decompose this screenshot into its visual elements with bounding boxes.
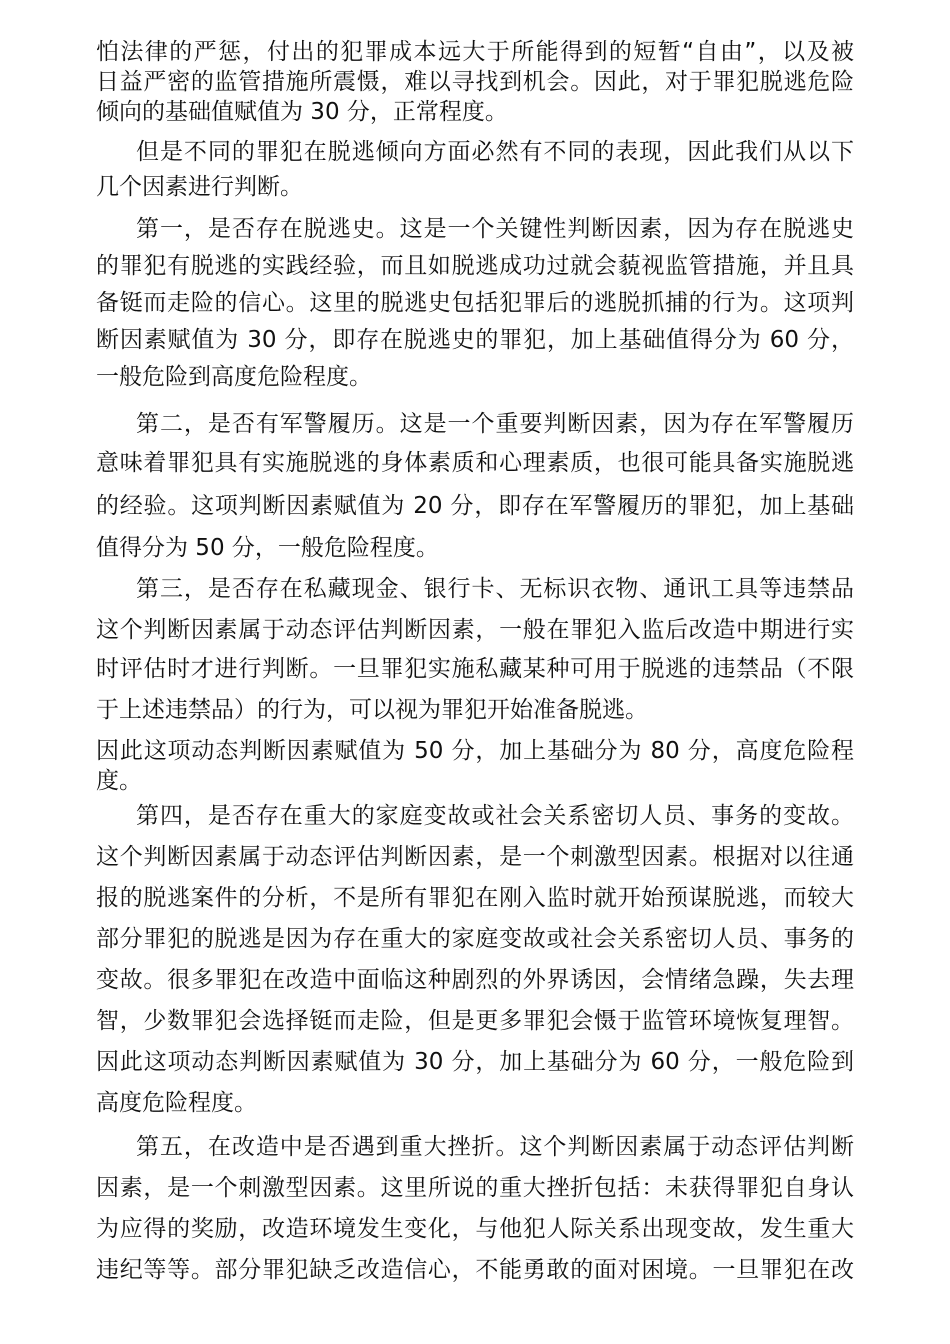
text-line: 几个因素进行判断。	[96, 174, 303, 200]
text-line: 断因素赋值为 30 分，即存在脱逃史的罪犯，加上基础值得分为 60 分，	[96, 327, 854, 353]
text-line: 智，少数罪犯会选择铤而走险，但是更多罪犯会慑于监管环境恢复理智。	[96, 1008, 854, 1034]
text-line: 第一，是否存在脱逃史。这是一个关键性判断因素，因为存在脱逃史	[136, 216, 854, 242]
text-line: 这个判断因素属于动态评估判断因素，是一个刺激型因素。根据对以往通	[96, 844, 854, 870]
text-line: 度。	[96, 768, 142, 794]
text-line: 怕法律的严惩，付出的犯罪成本远大于所能得到的短暂“自由”，以及被	[96, 39, 854, 65]
text-line: 意味着罪犯具有实施脱逃的身体素质和心理素质，也很可能具备实施脱逃	[96, 450, 854, 476]
text-line: 这个判断因素属于动态评估判断因素，一般在罪犯入监后改造中期进行实	[96, 617, 854, 643]
text-line: 的罪犯有脱逃的实践经验，而且如脱逃成功过就会藐视监管措施，并且具	[96, 253, 854, 279]
text-line: 时评估时才进行判断。一旦罪犯实施私藏某种可用于脱逃的违禁品（不限	[96, 656, 854, 682]
text-line: 部分罪犯的脱逃是因为存在重大的家庭变故或社会关系密切人员、事务的	[96, 926, 854, 952]
text-line: 于上述违禁品）的行为，可以视为罪犯开始准备脱逃。	[96, 697, 648, 723]
text-line: 变故。很多罪犯在改造中面临这种剧烈的外界诱因，会情绪急躁，失去理	[96, 967, 854, 993]
text-line: 为应得的奖励，改造环境发生变化，与他犯人际关系出现变故，发生重大	[96, 1216, 854, 1242]
text-line: 一般危险到高度危险程度。	[96, 364, 372, 390]
text-line: 倾向的基础值赋值为 30 分，正常程度。	[96, 99, 508, 125]
text-line: 因素，是一个刺激型因素。这里所说的重大挫折包括：未获得罪犯自身认	[96, 1175, 854, 1201]
text-line: 因此这项动态判断因素赋值为 50 分，加上基础分为 80 分，高度危险程	[96, 738, 854, 764]
text-line: 备铤而走险的信心。这里的脱逃史包括犯罪后的逃脱抓捕的行为。这项判	[96, 290, 854, 316]
text-line: 报的脱逃案件的分析，不是所有罪犯在刚入监时就开始预谋脱逃，而较大	[96, 885, 854, 911]
text-line: 值得分为 50 分，一般危险程度。	[96, 535, 439, 561]
text-line: 日益严密的监管措施所震慑，难以寻找到机会。因此，对于罪犯脱逃危险	[96, 69, 854, 95]
text-line: 违纪等等。部分罪犯缺乏改造信心，不能勇敢的面对困境。一旦罪犯在改	[96, 1257, 854, 1283]
text-line: 但是不同的罪犯在脱逃倾向方面必然有不同的表现，因此我们从以下	[136, 139, 854, 165]
text-line: 的经验。这项判断因素赋值为 20 分，即存在军警履历的罪犯，加上基础	[96, 493, 854, 519]
text-line: 第三，是否存在私藏现金、银行卡、无标识衣物、通讯工具等违禁品	[136, 576, 854, 602]
text-line: 第四，是否存在重大的家庭变故或社会关系密切人员、事务的变故。	[136, 803, 854, 829]
text-line: 高度危险程度。	[96, 1090, 257, 1116]
text-line: 第二，是否有军警履历。这是一个重要判断因素，因为存在军警履历	[136, 411, 854, 437]
text-line: 因此这项动态判断因素赋值为 30 分，加上基础分为 60 分，一般危险到	[96, 1049, 854, 1075]
text-line: 第五，在改造中是否遇到重大挫折。这个判断因素属于动态评估判断	[136, 1134, 854, 1160]
